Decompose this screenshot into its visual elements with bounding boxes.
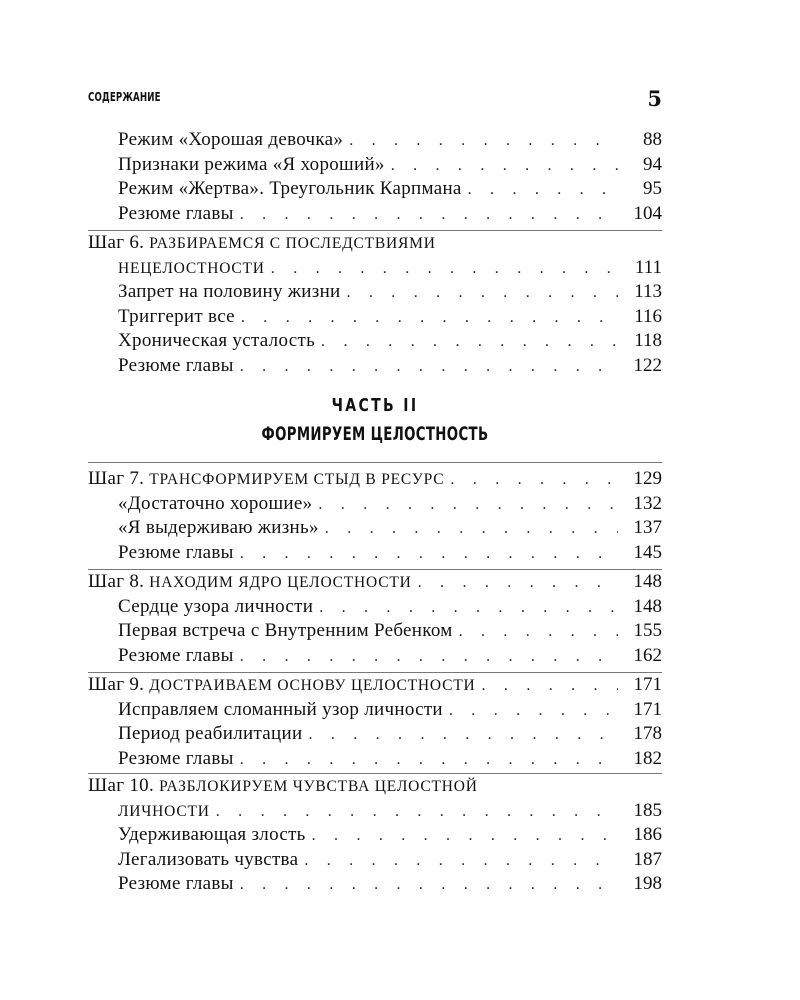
toc-entry-page: 118 [634,330,662,351]
toc-step-heading-continued[interactable] [88,256,662,281]
leader-dots [347,281,619,306]
toc-entry-title: Первая встреча с Внутренним Ребенком [118,620,453,641]
leader-dots [241,306,618,331]
toc-entry-title: Исправляем сломанный узор личности [118,698,443,720]
toc-entry-page: 113 [634,281,662,302]
toc-entry[interactable] [88,280,662,305]
step-title: РАЗБИРАЕМСЯ С ПОСЛЕДСТВИЯМИ [149,235,436,252]
toc-entry-page: 148 [633,595,662,617]
step-title: РАЗБЛОКИРУЕМ ЧУВСТВА ЦЕЛОСТНОЙ [159,778,478,795]
toc-step-heading[interactable] [88,774,662,799]
toc-entry-page: 137 [633,517,662,538]
toc-entry[interactable] [88,354,662,379]
toc-entry-page: 94 [643,153,662,175]
toc-entry[interactable] [88,177,662,202]
leader-dots [240,542,618,567]
running-header [88,86,662,116]
toc-entry[interactable] [88,329,662,354]
toc-entry-page: 198 [633,873,662,894]
part-heading [88,392,662,449]
toc-entry-page: 95 [643,178,662,199]
step-prefix: Шаг 10. [88,775,154,796]
toc-entry-title: Триггерит все [118,305,235,327]
toc-entry[interactable] [88,848,662,873]
toc-entry-title: «Я выдерживаю жизнь» [118,517,319,538]
toc-entry-page: 129 [633,468,662,489]
toc-entry[interactable] [88,516,662,541]
toc-entry-page: 155 [633,620,662,641]
toc-entry[interactable] [88,722,662,747]
leader-dots [240,355,618,380]
toc-step-8 [88,570,662,668]
step-prefix: Шаг 8. [88,571,145,592]
toc-step-heading-continued[interactable] [88,799,662,824]
leader-dots [312,824,618,849]
toc-entry-title: Признаки режима «Я хороший» [118,153,385,175]
step-title: ТРАНСФОРМИРУЕМ СТЫД В РЕСУРС [149,471,445,488]
toc-block-continued [88,128,662,226]
running-head-title: СОДЕРЖАНИЕ [88,90,161,104]
toc-entry-page: 111 [634,256,662,278]
step-title-continued: НЕЦЕЛОСТНОСТИ [118,259,265,277]
toc-entry[interactable] [88,305,662,330]
toc-entry[interactable] [88,153,662,178]
toc-entry-title: Резюме главы [118,873,234,894]
toc-entry-page: 187 [633,848,662,870]
toc-entry-title: Период реабилитации [118,723,303,744]
toc-entry[interactable] [88,698,662,723]
leader-dots [319,596,618,621]
toc-entry-title: Резюме главы [118,354,234,376]
toc-entry-page: 88 [643,129,662,150]
toc-entry-title: Запрет на половину жизни [118,281,341,302]
step-title: ДОСТРАИВАЕМ ОСНОВУ ЦЕЛОСТНОСТИ [149,677,476,694]
toc-entry-title: Хроническая усталость [118,330,316,351]
toc-step-9 [88,673,662,771]
toc-entry[interactable] [88,644,662,669]
toc-entry-title: Режим «Жертва». Треугольник Карпмана [118,178,462,199]
step-prefix: Шаг 6. [88,232,145,253]
toc-entry-page: 171 [633,674,662,695]
toc-entry-title: Удерживающая злость [118,824,306,845]
toc-step-heading[interactable] [88,467,662,492]
toc-entry-page: 171 [633,698,662,720]
leader-dots [240,645,618,670]
leader-dots [240,748,618,773]
toc-entry-page: 148 [633,571,662,592]
toc-entry-title: Сердце узора личности [118,595,314,617]
toc-entry-page: 182 [633,747,662,769]
toc-entry-title: Резюме главы [118,202,234,224]
toc-entry-page: 162 [633,644,662,666]
toc-step-heading[interactable] [88,570,662,595]
step-prefix: Шаг 9. [88,674,145,695]
toc-step-heading[interactable] [88,231,662,256]
toc-entry-page: 145 [633,541,662,563]
leader-dots [271,257,618,282]
leader-dots [304,849,618,874]
toc-step-7 [88,467,662,565]
leader-dots [482,674,618,699]
toc-entry[interactable] [88,619,662,644]
leader-dots [468,178,618,203]
toc-entry-page: 104 [633,202,662,224]
toc-step-heading[interactable] [88,673,662,698]
toc-entry-title: «Достаточно хорошие» [118,492,313,514]
leader-dots [308,723,618,748]
toc-entry[interactable] [88,128,662,153]
toc-entry-title: Режим «Хорошая девочка» [118,129,344,150]
step-prefix: Шаг 7. [88,468,145,489]
toc-step-6 [88,231,662,378]
toc-entry[interactable] [88,595,662,620]
leader-dots [325,517,618,542]
toc-entry[interactable] [88,492,662,517]
step-title-continued: ЛИЧНОСТИ [118,802,210,820]
leader-dots [321,330,618,355]
toc-entry-title: Легализовать чувства [118,848,299,870]
toc-entry[interactable] [88,747,662,772]
toc-step-10 [88,774,662,897]
leader-dots [459,620,618,645]
toc-entry-page: 186 [633,824,662,845]
part-title: ФОРМИРУЕМ ЦЕЛОСТНОСТЬ [261,423,489,445]
toc-entry-page: 116 [634,305,662,327]
leader-dots [318,493,618,518]
page-number: 5 [647,86,662,111]
leader-dots [240,203,618,228]
toc-entry[interactable] [88,541,662,566]
toc-entry-page: 178 [633,723,662,744]
leader-dots [349,129,618,154]
part-number: ЧАСТЬ II [331,395,419,416]
toc-entry-title: Резюме главы [118,644,234,666]
toc-entry-page: 132 [633,492,662,514]
toc-entry[interactable] [88,872,662,897]
leader-dots [449,699,618,724]
toc-entry-page: 122 [633,354,662,376]
step-title: НАХОДИМ ЯДРО ЦЕЛОСТНОСТИ [149,574,412,591]
toc-entry[interactable] [88,202,662,227]
divider [88,462,662,463]
leader-dots [450,468,618,493]
toc-entry[interactable] [88,823,662,848]
leader-dots [216,800,618,825]
toc-entry-title: Резюме главы [118,747,234,769]
leader-dots [391,154,618,179]
leader-dots [418,571,618,596]
leader-dots [240,873,618,898]
toc-entry-title: Резюме главы [118,541,234,563]
toc-entry-page: 185 [633,799,662,821]
